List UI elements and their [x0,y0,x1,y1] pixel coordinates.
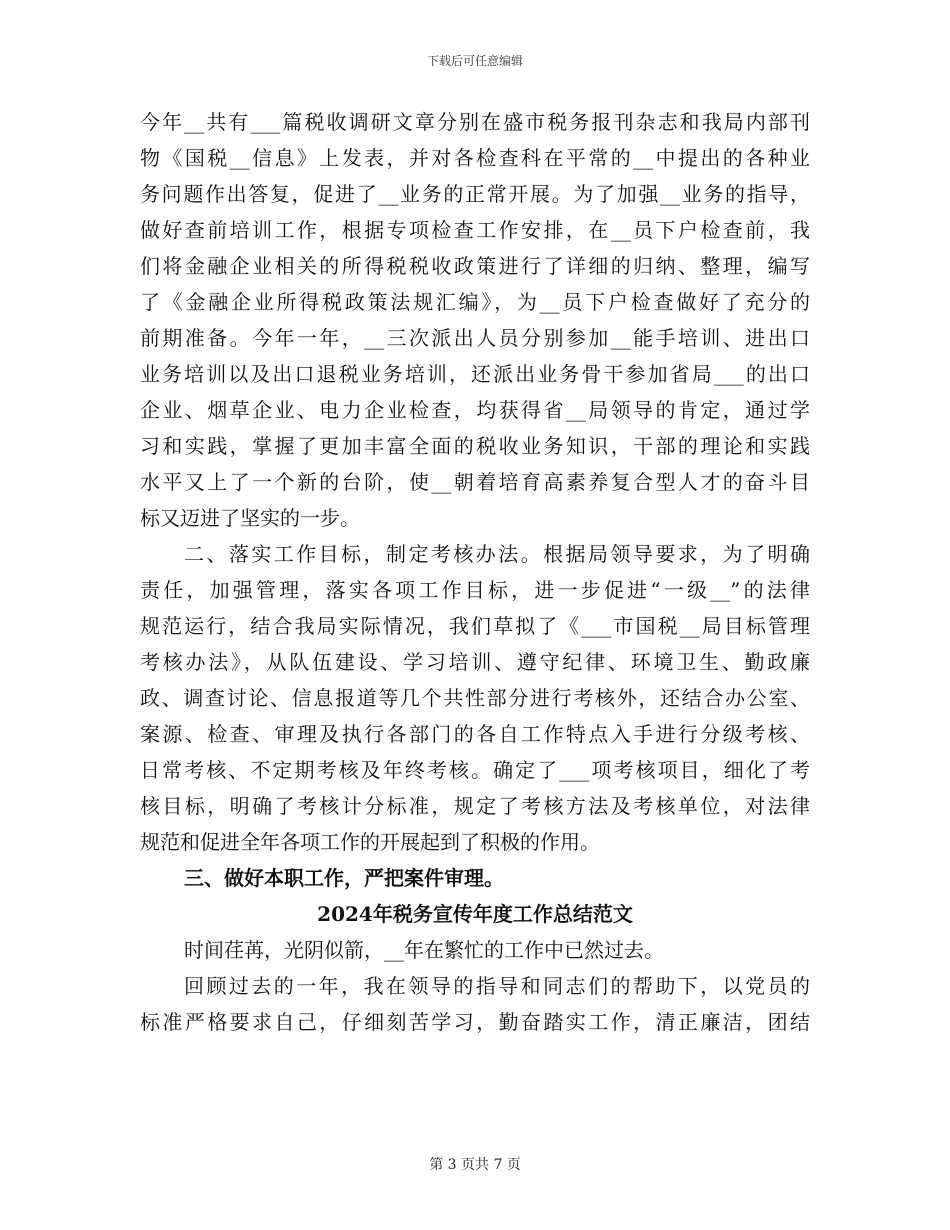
section-2-first-line: 二、落实工作目标，制定考核办法。根据局领导要求，为了明确 [184,542,810,566]
page-footer: 第 3 页共 7 页 [429,1157,521,1173]
text-line: 物《国税__信息》上发表，并对各检查科在平常的__中提出的各种业 [140,146,810,170]
text-line: 务问题作出答复，促进了__业务的正常开展。为了加强__业务的指导， [140,182,810,206]
document-title: 2024年税务宣传年度工作总结范文 [317,902,633,926]
text-line: 标准严格要求自己，仔细刻苦学习，勤奋踏实工作，清正廉洁，团结 [140,1010,810,1034]
text-line: 水平又上了一个新的台阶，使__朝着培育高素养复合型人才的奋斗目 [140,470,810,494]
text-line: 做好查前培训工作，根据专项检查工作安排，在__员下户检查前，我 [140,218,810,242]
text-line: 企业、烟草企业、电力企业检查，均获得省__局领导的肯定，通过学 [140,398,810,422]
section-3-heading: 三、做好本职工作，严把案件审理。 [184,866,504,890]
text-line: 政、调查讨论、信息报道等几个共性部分进行考核外，还结合办公室、 [140,686,810,710]
text-line: 业务培训以及出口退税业务培训，还派出业务骨干参加省局___的出口 [140,362,810,386]
text-line: 规范和促进全年各项工作的开展起到了积极的作用。 [140,830,600,854]
text-line: 们将金融企业相关的所得税税收政策进行了详细的归纳、整理，编写 [140,254,810,278]
text-line: 案源、检查、审理及执行各部门的各自工作特点入手进行分级考核、 [140,722,810,746]
text-line: 了《金融企业所得税政策法规汇编》，为__员下户检查做好了充分的 [140,290,810,314]
text-line: 习和实践，掌握了更加丰富全面的税收业务知识，干部的理论和实践 [140,434,810,458]
text-line: 日常考核、不定期考核及年终考核。确定了___项考核项目，细化了考 [140,758,810,782]
page-header: 下载后可任意编辑 [426,54,523,68]
text-line: 标又迈进了坚实的一步。 [140,506,360,530]
text-line: 规范运行，结合我局实际情况，我们草拟了《___市国税__局目标管理 [140,614,810,638]
text-line: 前期准备。今年一年，__三次派出人员分别参加__能手培训、进出口 [140,326,810,350]
text-line: 今年__共有___篇税收调研文章分别在盛市税务报刊杂志和我局内部刊 [140,110,810,134]
text-line: 回顾过去的一年，我在领导的指导和同志们的帮助下，以党员的 [184,974,810,998]
text-line: 责任，加强管理，落实各项工作目标，进一步促进“一级__”的法律 [140,578,810,602]
text-line: 考核办法》，从队伍建设、学习培训、遵守纪律、环境卫生、勤政廉 [140,650,810,674]
document-body [140,104,810,1040]
text-line: 时间荏苒，光阴似箭，__年在繁忙的工作中已然过去。 [184,938,664,962]
text-line: 核目标，明确了考核计分标准，规定了考核方法及考核单位，对法律 [140,794,810,818]
